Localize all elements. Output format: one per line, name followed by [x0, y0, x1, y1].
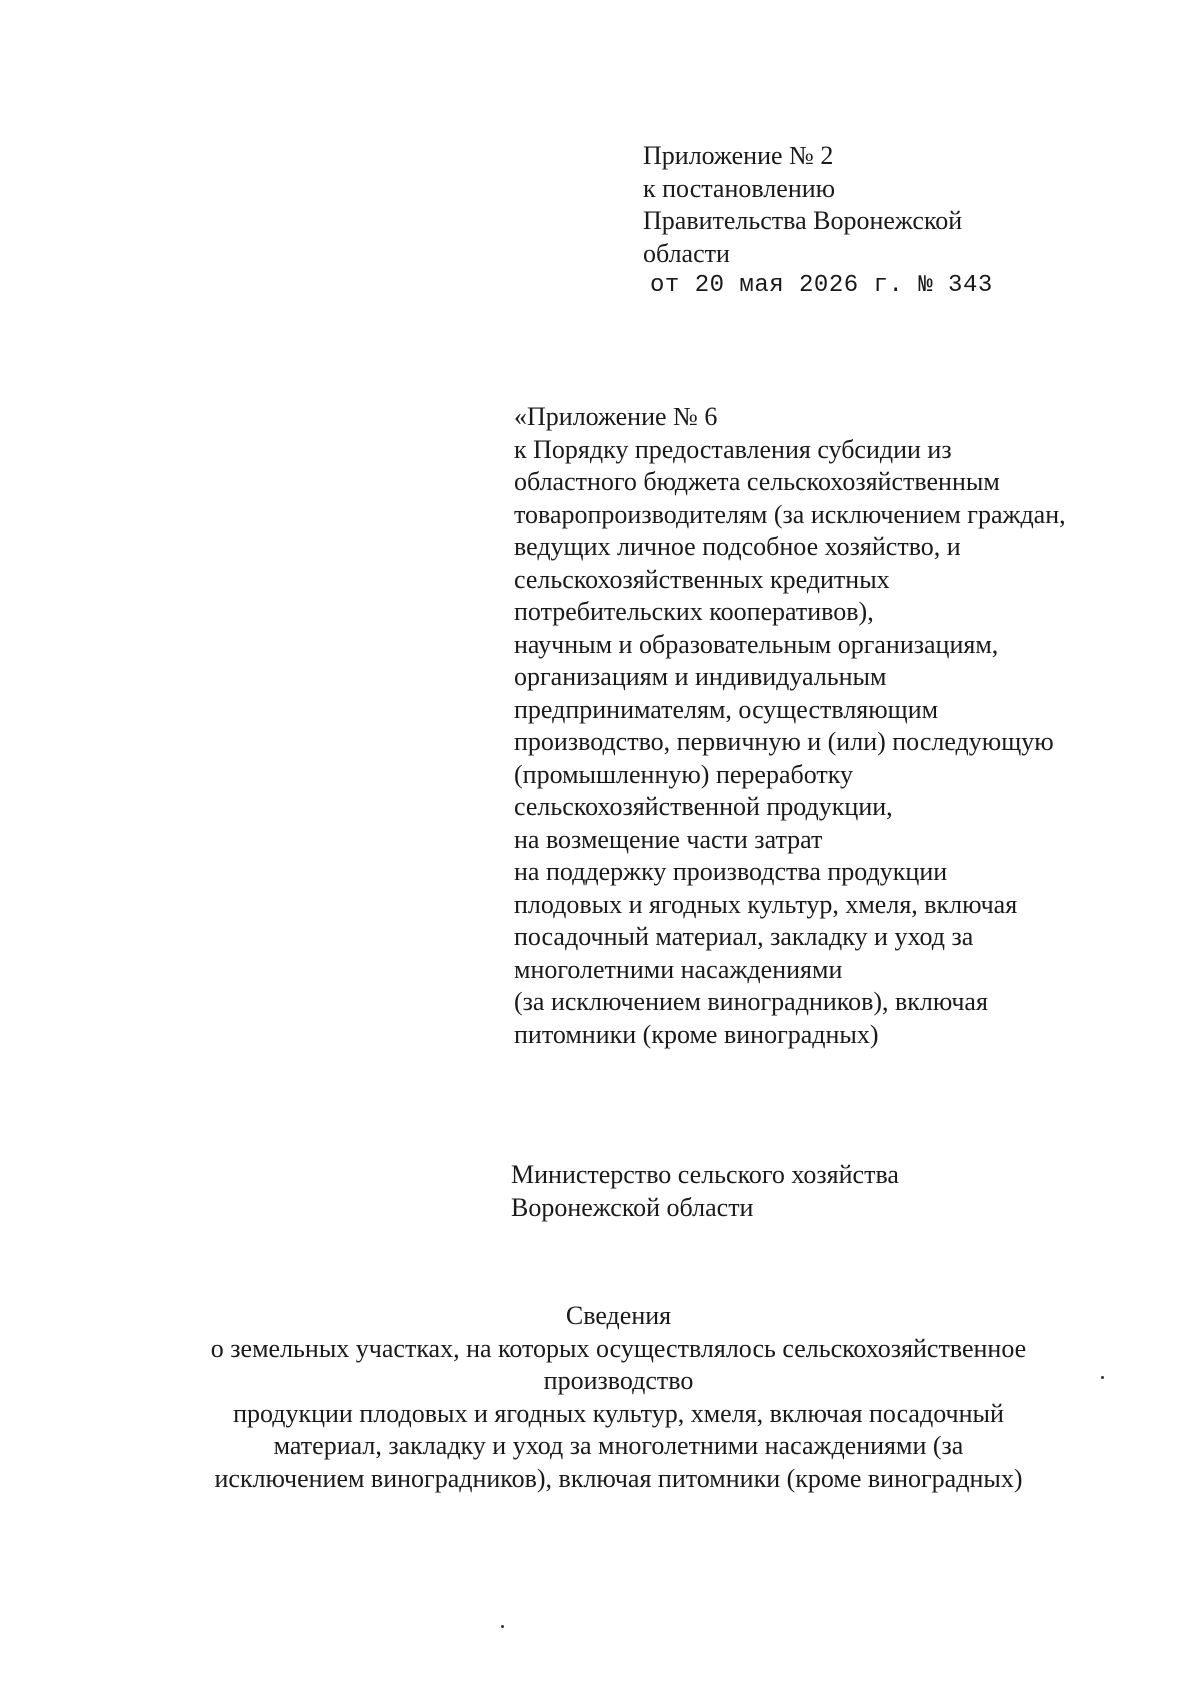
order-appendix-line: на поддержку производства продукции	[514, 857, 948, 886]
order-appendix-line: предпринимателям, осуществляющим	[514, 694, 939, 724]
order-appendix-line: на возмещение части затрат	[514, 824, 823, 854]
order-appendix-line: (промышленную) переработку	[514, 759, 853, 789]
scan-speck	[501, 1625, 504, 1628]
order-appendix-line: сельскохозяйственной продукции,	[514, 792, 893, 821]
resolution-date-number: от 20 мая 2026 г. № 343	[650, 272, 993, 299]
order-appendix-line: «Приложение № 6	[514, 402, 718, 431]
title-line: продукции плодовых и ягодных культур, хмеля, включая посадочный	[233, 1398, 1004, 1428]
region-name: области	[643, 238, 730, 268]
order-appendix-reference	[514, 401, 1066, 1051]
resolution-reference: к постановлению	[643, 173, 836, 203]
order-appendix-line: (за исключением виноградников), включая	[514, 987, 988, 1016]
title-line: исключением виноградников), включая питомники (кроме виноградных)	[214, 1463, 1023, 1493]
government-name: Правительства Воронежской	[643, 206, 963, 235]
order-appendix-line: посадочный материал, закладку и уход за	[514, 922, 974, 951]
order-appendix-line: многолетними насаждениями	[514, 954, 843, 984]
order-appendix-line: организациям и индивидуальным	[514, 662, 887, 691]
order-appendix-line: плодовых и ягодных культур, хмеля, включая	[514, 889, 1018, 919]
order-appendix-line: сельскохозяйственных кредитных	[514, 564, 890, 594]
document-title	[0, 1300, 1200, 1495]
appendix-number: Приложение № 2	[643, 141, 834, 170]
order-appendix-line: областного бюджета сельскохозяйственным	[514, 467, 1000, 496]
order-appendix-line: потребительских кооперативов),	[514, 597, 874, 626]
ministry-name	[511, 1159, 899, 1224]
order-appendix-line: к Порядку предоставления субсидии из	[514, 434, 952, 464]
title-heading: Сведения	[565, 1301, 672, 1330]
title-line: производство	[543, 1366, 694, 1395]
order-appendix-line: производство, первичную и (или) последующую	[514, 727, 1054, 756]
order-appendix-line: научным и образовательным организациям,	[514, 629, 999, 659]
ministry-line: Воронежской области	[511, 1192, 754, 1222]
appendix-header	[643, 140, 993, 303]
order-appendix-line: ведущих личное подсобное хозяйство, и	[514, 532, 961, 561]
title-line: материал, закладку и уход за многолетними насаждениями (за	[273, 1431, 964, 1460]
ministry-line: Министерство сельского хозяйства	[511, 1160, 899, 1189]
order-appendix-line: товаропроизводителям (за исключением граждан,	[514, 499, 1066, 529]
title-line: о земельных участках, на которых осуществлялось сельскохозяйственное	[210, 1333, 1027, 1363]
scan-speck	[1101, 1376, 1104, 1379]
order-appendix-line: питомники (кроме виноградных)	[514, 1019, 879, 1049]
